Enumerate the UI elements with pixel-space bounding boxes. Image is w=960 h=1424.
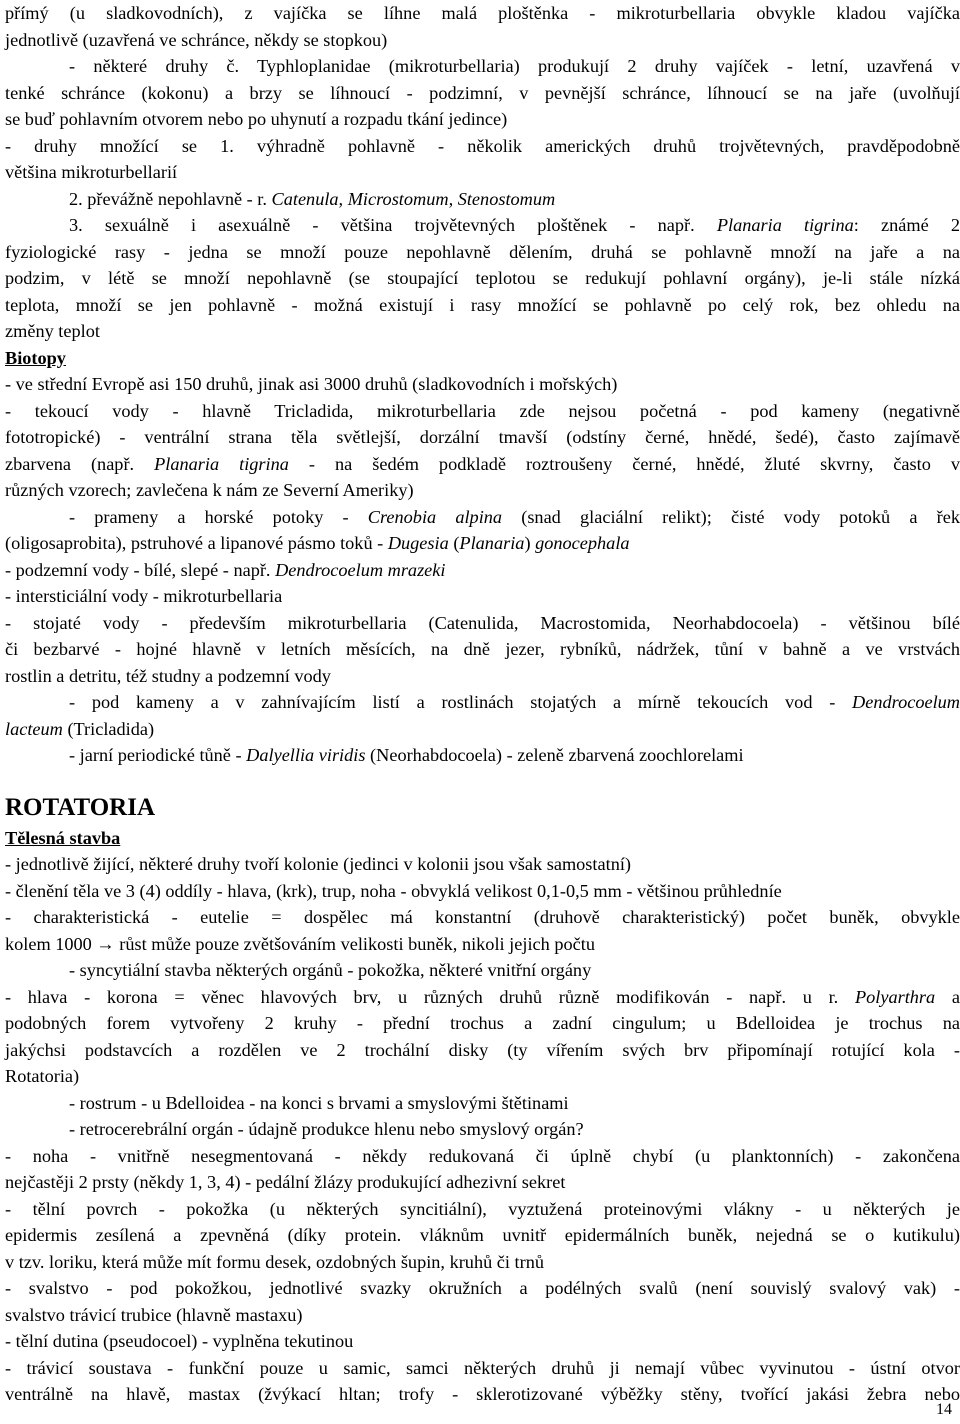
text-line: různých vzorech; zavlečena k nám ze Severní Ameriky): [5, 480, 414, 500]
text-line: rostlin a detritu, též studny a podzemní vody: [5, 665, 331, 686]
text-line: - svalstvo - pod pokožkou, jednotlivé svazky okružních a podélných svalů (není souvislý svalový vak) -: [5, 1278, 960, 1298]
taxon-name: Dendrocoelum mrazeki: [275, 559, 446, 580]
chapter-title-rotatoria: ROTATORIA: [5, 793, 156, 821]
text-line: [5, 689, 960, 716]
text-line: v tzv. loriku, která může mít formu desek, ozdobných šupin, kruhů či trnů: [5, 1251, 545, 1272]
text-span: - podzemní vody - bílé, slepé - např.: [5, 559, 276, 580]
text-span: (Neorhabdocoela) - zeleně zbarvená zoochlorelami: [365, 745, 744, 765]
text-line: většina mikroturbellarií: [5, 162, 178, 182]
text-line: - stojaté vody - především mikroturbellaria (Catenulida, Macrostomida, Neorhabdocoela) - většinou bílé: [5, 612, 960, 633]
text-line: - druhy množící se 1. výhradně pohlavně - několik amerických druhů trojvětevných, pravděpodobně: [5, 135, 960, 156]
text-span: 2. převážně nepohlavně - r.: [69, 188, 272, 209]
text-line: - ve střední Evropě asi 150 druhů, jinak asi 3000 druhů (sladkovodních i mořských): [5, 374, 618, 394]
arrow-icon: →: [96, 933, 115, 954]
text-line: jakýchsi podstavcích a rozdělen ve 2 trochální disky (ty vířením svých brv připomínají rotující kola -: [5, 1039, 960, 1060]
text-line: teplota, množí se jen pohlavně - možná existují i rasy množící se pohlavně po celý rok, bez ohledu na: [5, 294, 960, 315]
text-line: [5, 557, 960, 584]
text-span: - pod kameny a v zahnívajícím listí a rostlinách stojatých a mírně tekoucích vod -: [69, 692, 853, 712]
text-line: [5, 984, 960, 1011]
text-line: se buď pohlavním otvorem nebo po uhynutí a rozpadu tkání jedince): [5, 109, 508, 129]
text-span: (snad glaciální relikt); čisté vody potoků a řek: [502, 506, 960, 527]
taxon-name: Planaria: [459, 533, 525, 553]
text-line: epidermis zesílená a zpevněná (díky protein. vláknům uvnitř epidermálních buněk, nejedná se o kutikulu): [5, 1225, 960, 1245]
text-span: 3. sexuálně i asexuálně - většina trojvětevných ploštěnek - např.: [69, 215, 717, 235]
text-span: (oligosaprobita), pstruhové a lipanové pásmo toků -: [5, 533, 388, 553]
text-line: - tekoucí vody - hlavně Tricladida, mikroturbellaria zde nejsou početná - pod kameny (negativně: [5, 400, 960, 421]
text-line: Rotatoria): [5, 1066, 80, 1086]
text-line: změny teplot: [5, 321, 100, 341]
text-line: či bezbarvé - hojné hlavně v letních měsících, na dně jezer, rybníků, nádržek, tůní v bahně a ve vrstvách: [5, 639, 960, 659]
text-line: - tělní povrch - pokožka (u některých syncitiální), vyztužená proteinovými vlákny - u některých je: [5, 1198, 960, 1219]
text-line: fyziologické rasy - jedna se množí pouze nepohlavně dělením, druhá se pohlavně množí na jaře a na: [5, 241, 960, 262]
text-line: [5, 530, 960, 557]
taxon-name: Planaria tigrina: [716, 215, 854, 235]
taxon-name: lacteum: [5, 718, 63, 739]
text-line: svalstvo trávicí trubice (hlavně mastaxu): [5, 1304, 303, 1325]
text-line: - jednotlivě žijící, některé druhy tvoří kolonie (jedinci v kolonii jsou však samostatní): [5, 854, 631, 874]
section-heading-biotopy: Biotopy: [5, 347, 66, 368]
text-line: - syncytiální stavba některých orgánů - pokožka, některé vnitřní orgány: [69, 960, 592, 980]
text-span: - jarní periodické tůně -: [69, 745, 247, 765]
text-line: - trávicí soustava - funkční pouze u samic, samci některých druhů ji nemají vůbec vyvinutou - ústní otvor: [5, 1357, 960, 1378]
text-span: - na šedém podkladě roztroušeny černé, hnědé, žluté skvrny, často v: [288, 453, 960, 474]
text-line: - tělní dutina (pseudocoel) - vyplněna tekutinou: [5, 1331, 354, 1351]
taxon-name: Dugesia: [387, 533, 449, 553]
text-line: jednotlivě (uzavřená ve schránce, někdy se stopkou): [5, 29, 388, 50]
text-span: (: [448, 533, 460, 553]
text-line: fototropické) - ventrální strana těla světlejší, dorzální tmavší (odstíny černé, hnědé, šedé), často zajímavě: [5, 427, 960, 447]
text-span: kolem 1000: [5, 933, 97, 954]
text-line: ventrálně na hlavě, mastax (žvýkací hltan; trofy - sklerotizované výběžky stěny, tvořící jakási žebra nebo: [5, 1384, 960, 1404]
text-line: [5, 504, 960, 531]
text-line: - rostrum - u Bdelloidea - na konci s brvami a smyslovými štětinami: [69, 1092, 569, 1113]
text-span: (Tricladida): [62, 718, 155, 739]
text-line: [5, 931, 960, 958]
text-line: - charakteristická - eutelie = dospělec má konstantní (druhově charakteristický) počet buněk, obvykle: [5, 907, 960, 927]
taxon-name: gonocephala: [535, 533, 630, 553]
page-number: 14: [936, 1401, 952, 1418]
text-line: - retrocerebrální orgán - údajně produkce hlenu nebo smyslový orgán?: [69, 1119, 584, 1139]
text-span: a: [935, 986, 960, 1007]
taxon-name: Polyarthra: [854, 986, 936, 1007]
text-line: nejčastěji 2 prsty (někdy 1, 3, 4) - pedální žlázy produkující adhezivní sekret: [5, 1172, 566, 1192]
text-span: - hlava - korona = věnec hlavových brv, u různých druhů různě modifikován - např. u r.: [5, 986, 855, 1007]
text-span: ): [524, 533, 536, 553]
taxon-name: Planaria tigrina: [154, 453, 289, 474]
taxon-name: Crenobia alpina: [367, 506, 503, 527]
text-span: zbarvena (např.: [5, 453, 155, 474]
document-page: [5, 0, 960, 1408]
text-line: [5, 716, 960, 743]
text-span: - prameny a horské potoky -: [69, 506, 368, 527]
text-line: přímý (u sladkovodních), z vajíčka se líhne malá ploštěnka - mikroturbellaria obvykle kladou vajíčka: [5, 3, 960, 23]
taxon-name: Catenula, Microstomum, Stenostomum: [271, 188, 556, 209]
text-line: [5, 742, 960, 769]
text-line: [5, 451, 960, 478]
text-line: tenké schránce (kokonu) a brzy se líhnoucí - podzimní, v pevnější schránce, líhnoucí se na jaře (uvolňují: [5, 82, 960, 103]
section-heading-telesna-stavba: Tělesná stavba: [5, 827, 121, 848]
text-line: - některé druhy č. Typhloplanidae (mikroturbellaria) produkují 2 druhy vajíček - letní, uzavřená v: [69, 56, 960, 76]
text-line: [5, 186, 960, 213]
taxon-name: Dalyellia viridis: [246, 745, 366, 765]
text-line: - noha - vnitřně nesegmentovaná - někdy redukovaná či úplně chybí (u planktonních) - zakončena: [5, 1145, 960, 1166]
text-span: růst může pouze zvětšováním velikosti buněk, nikoli jejich počtu: [114, 933, 595, 954]
text-span: : známé 2: [853, 215, 960, 235]
taxon-name: Dendrocoelum: [852, 692, 960, 712]
text-line: [5, 212, 960, 239]
text-line: podobných forem vytvořeny 2 kruhy - přední trochus a zadní cingulum; u Bdelloidea je trochus na: [5, 1013, 960, 1033]
text-line: - intersticiální vody - mikroturbellaria: [5, 586, 283, 606]
text-line: podzim, v létě se množí nepohlavně (se stoupající teplotou se redukují pohlavní orgány), je-li stále nízká: [5, 268, 960, 288]
text-line: - členění těla ve 3 (4) oddíly - hlava, (krk), trup, noha - obvyklá velikost 0,1-0,5 mm - většinou průhledníe: [5, 880, 782, 901]
